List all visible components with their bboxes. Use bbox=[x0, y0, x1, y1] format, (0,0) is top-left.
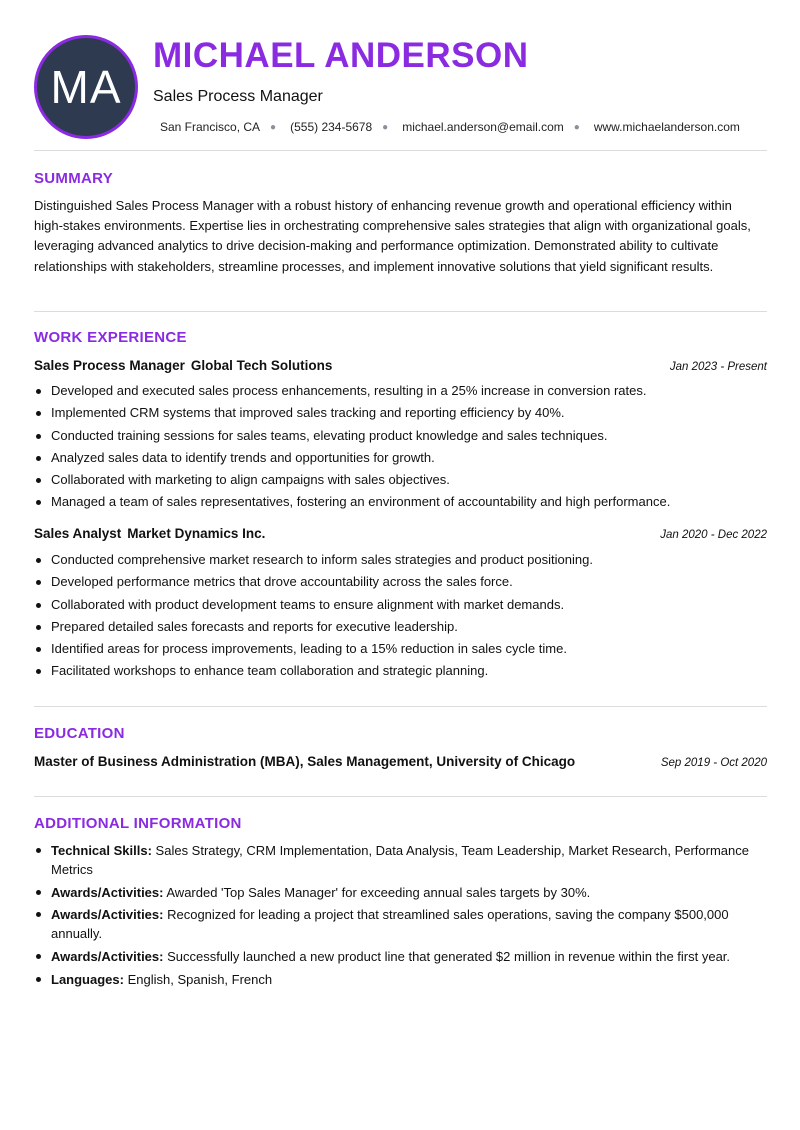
list-item bbox=[34, 841, 767, 879]
info-text: Recognized for leading a project that streamlined sales operations, saving the company $500,000 annually. bbox=[51, 907, 729, 941]
contact-location: San Francisco, CA bbox=[160, 120, 261, 134]
job-title bbox=[34, 526, 265, 541]
info-label: Awards/Activities: bbox=[51, 884, 164, 900]
divider bbox=[34, 796, 767, 797]
list-item: Identified areas for process improvements, leading to a 15% reduction in sales cycle time. bbox=[34, 638, 767, 660]
education-heading: EDUCATION bbox=[34, 725, 125, 742]
dot-separator-icon: ● bbox=[270, 121, 277, 133]
info-text: English, Spanish, French bbox=[127, 971, 273, 987]
list-item bbox=[34, 947, 767, 966]
dot-separator-icon: ● bbox=[382, 121, 389, 133]
contact-phone: (555) 234-5678 bbox=[290, 120, 373, 134]
job-title bbox=[34, 358, 332, 373]
list-item: Developed performance metrics that drove accountability across the sales force. bbox=[34, 571, 767, 593]
info-text: Sales Strategy, CRM Implementation, Data Analysis, Team Leadership, Market Research, Performance Metrics bbox=[51, 843, 749, 877]
info-label: Languages: bbox=[51, 971, 124, 987]
summary-text: Distinguished Sales Process Manager with a robust history of enhancing revenue growth and operational efficiency within high-stakes environments. Expertise lies in orchestrating comprehensive sales strategies that align with organizational goals, leveraging advanced analytics to drive decision-making and performance optimization. Demonstrated ability to cultivate relationships with stakeholders, streamline processes, and implement innovative solutions that yield significant results. bbox=[34, 198, 751, 274]
info-label: Awards/Activities: bbox=[51, 948, 164, 964]
contact-website[interactable]: www.michaelanderson.com bbox=[593, 120, 740, 134]
work-experience-heading: WORK EXPERIENCE bbox=[34, 329, 187, 346]
job-dates: Jan 2023 - Present bbox=[669, 361, 767, 373]
summary-heading: SUMMARY bbox=[34, 170, 114, 187]
dot-separator-icon: ● bbox=[573, 121, 580, 133]
job-bullets bbox=[34, 549, 767, 683]
list-item: Collaborated with product development teams to ensure alignment with market demands. bbox=[34, 594, 767, 616]
education-dates: Sep 2019 - Oct 2020 bbox=[660, 757, 767, 769]
additional-info-list bbox=[34, 841, 767, 992]
list-item bbox=[34, 905, 767, 943]
additional-info-heading: ADDITIONAL INFORMATION bbox=[34, 815, 242, 832]
info-label: Awards/Activities: bbox=[51, 907, 164, 922]
candidate-name: MICHAEL ANDERSON bbox=[153, 36, 529, 75]
job-position: Sales Process Manager bbox=[34, 358, 185, 373]
education-degree: Master of Business Administration (MBA), Sales Management, University of Chicago bbox=[34, 754, 576, 769]
divider bbox=[34, 706, 767, 707]
avatar bbox=[34, 35, 138, 139]
list-item: Analyzed sales data to identify trends and opportunities for growth. bbox=[34, 447, 767, 469]
job-header bbox=[34, 526, 767, 541]
candidate-role: Sales Process Manager bbox=[153, 88, 323, 105]
info-text: Successfully launched a new product line that generated $2 million in revenue within the first year. bbox=[167, 948, 731, 964]
job-position: Sales Analyst bbox=[34, 526, 122, 541]
list-item: Developed and executed sales process enhancements, resulting in a 25% increase in conversion rates. bbox=[34, 380, 767, 402]
contact-row bbox=[160, 120, 740, 134]
divider bbox=[34, 311, 767, 312]
info-text: Awarded 'Top Sales Manager' for exceeding annual sales targets by 30%. bbox=[166, 884, 591, 900]
job-bullets bbox=[34, 380, 767, 514]
list-item: Conducted comprehensive market research to inform sales strategies and product positioning. bbox=[34, 549, 767, 571]
list-item: Prepared detailed sales forecasts and reports for executive leadership. bbox=[34, 616, 767, 638]
list-item: Managed a team of sales representatives, fostering an environment of accountability and high performance. bbox=[34, 491, 767, 513]
contact-email[interactable]: michael.anderson@email.com bbox=[402, 120, 564, 134]
job-company: Global Tech Solutions bbox=[190, 358, 333, 373]
list-item: Collaborated with marketing to align campaigns with sales objectives. bbox=[34, 469, 767, 491]
list-item: Conducted training sessions for sales teams, elevating product knowledge and sales techniques. bbox=[34, 425, 767, 447]
avatar-initials: MA bbox=[50, 61, 122, 113]
job-dates: Jan 2020 - Dec 2022 bbox=[660, 529, 767, 541]
job-company: Market Dynamics Inc. bbox=[127, 526, 266, 541]
divider bbox=[34, 150, 767, 151]
list-item: Facilitated workshops to enhance team collaboration and strategic planning. bbox=[34, 660, 767, 682]
list-item bbox=[34, 883, 767, 902]
list-item bbox=[34, 970, 767, 989]
list-item: Implemented CRM systems that improved sales tracking and reporting efficiency by 40%. bbox=[34, 402, 767, 424]
job-header bbox=[34, 358, 767, 373]
education-row bbox=[34, 754, 767, 769]
info-label: Technical Skills: bbox=[51, 843, 152, 858]
